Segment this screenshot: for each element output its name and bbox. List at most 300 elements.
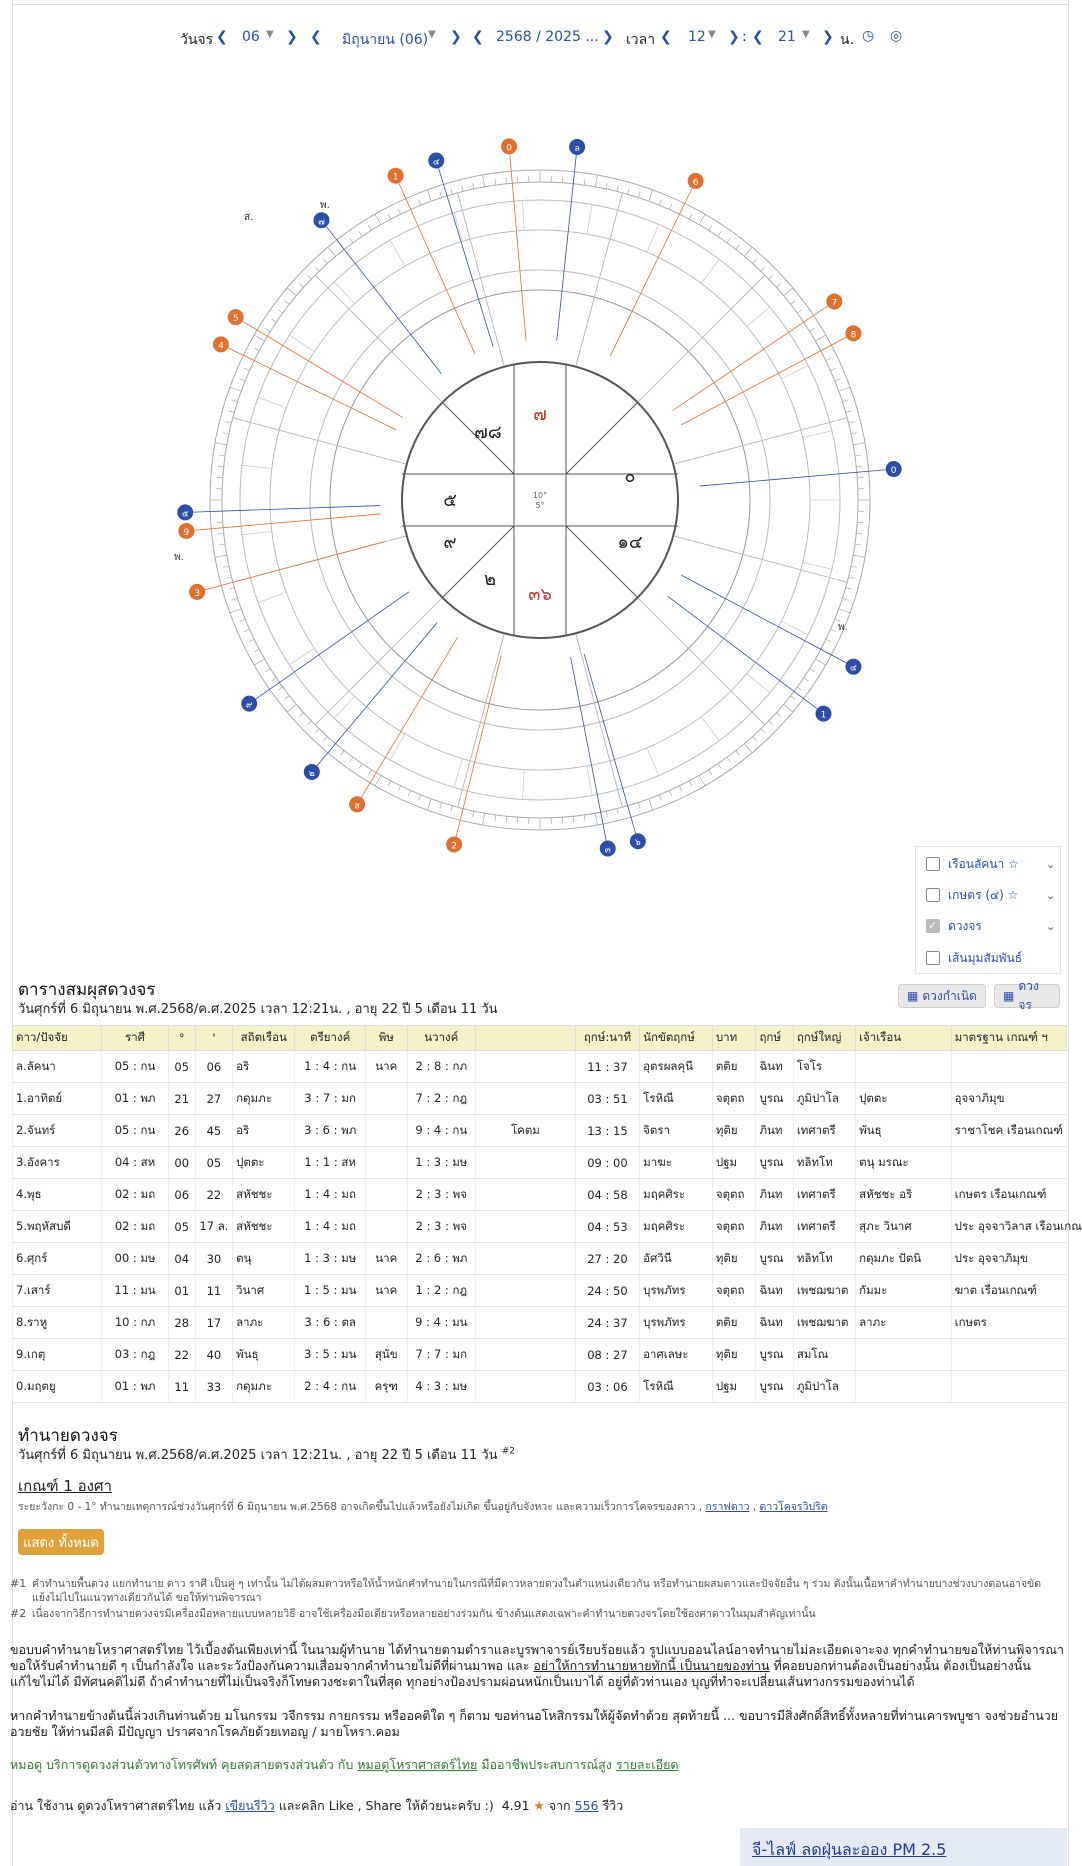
minute-dropdown-icon[interactable]: ▼ bbox=[802, 29, 810, 40]
degree-tick bbox=[254, 348, 259, 351]
degree-tick bbox=[375, 775, 381, 785]
time-colon: : bbox=[742, 29, 747, 45]
astrologer-link[interactable]: หมอดูโหราศาสตร์ไทย bbox=[357, 1757, 478, 1772]
degree-tick bbox=[473, 183, 474, 189]
column-header: มาตรฐาน เกณฑ์ ฯ bbox=[951, 1026, 1066, 1051]
table-row bbox=[13, 1115, 1067, 1147]
degree-tick bbox=[265, 669, 270, 672]
planet-marker-label: ๖ bbox=[634, 838, 641, 849]
table-cell: 01 bbox=[168, 1275, 195, 1307]
degree-tick bbox=[419, 200, 421, 206]
degree-tick bbox=[856, 466, 862, 467]
table-cell: บูรณ bbox=[756, 1339, 793, 1371]
hour-dropdown-icon[interactable]: ▼ bbox=[708, 29, 716, 40]
degree-tick bbox=[223, 433, 229, 434]
table-cell: 11 : มน bbox=[102, 1275, 168, 1307]
table-header-row bbox=[13, 1026, 1067, 1051]
note-text: เนื่องจากวิธีการทำนายดวงจรมีเครื่องมือหลายแบบหลายวิธี อาจใช้เครื่องมือเดียวหรือหลายอย่างร่วมกัน ข้างต้นแสดงเฉพาะคำทำนายดวงจรโดยใช้องศาดาวในมุมสำคัญเท่านั้น bbox=[32, 1608, 816, 1620]
table-cell: 1 : 3 : มษ bbox=[407, 1147, 476, 1179]
degree-tick bbox=[851, 566, 857, 567]
side-label: พ. bbox=[838, 622, 848, 633]
chevron-down-icon[interactable]: ⌄ bbox=[1046, 919, 1056, 933]
details-link[interactable]: รายละเอียด bbox=[615, 1757, 679, 1772]
option-aspect-lines[interactable] bbox=[926, 947, 1022, 969]
degree-tick bbox=[285, 696, 290, 700]
degree-tick bbox=[797, 310, 802, 314]
chevron-down-icon[interactable]: ⌄ bbox=[1046, 888, 1056, 902]
table-cell: 03 : 06 bbox=[575, 1371, 639, 1403]
degree-tick bbox=[368, 770, 371, 775]
table-cell: ประ อุจจาภิมุข bbox=[951, 1243, 1066, 1275]
review-text: อ่าน ใช้งาน ดูดวงโหราศาสตร์ไทย แล้ว bbox=[10, 1798, 222, 1813]
degree-tick bbox=[606, 183, 607, 189]
table-row bbox=[13, 1211, 1067, 1243]
month-dropdown-icon[interactable]: ▼ bbox=[428, 29, 436, 40]
month-prev-button[interactable]: ❮ bbox=[310, 29, 322, 45]
planet-marker-label: ล bbox=[574, 143, 580, 154]
table-cell: ทลิทโท bbox=[793, 1147, 855, 1179]
table-cell: 06 bbox=[195, 1051, 232, 1083]
degree-tick bbox=[359, 764, 362, 769]
table-cell: 03 : กฎ bbox=[102, 1339, 168, 1371]
option-checkbox[interactable] bbox=[926, 857, 940, 871]
nakshatra-divider bbox=[587, 766, 592, 796]
table-cell: ฉินท bbox=[756, 1307, 793, 1339]
table-cell: 05 : กน bbox=[102, 1115, 168, 1147]
nakshatra-divider bbox=[523, 770, 525, 800]
degree-tick bbox=[473, 811, 474, 817]
degree-tick bbox=[427, 190, 431, 201]
degree-tick bbox=[218, 466, 224, 467]
table-cell: ทุติย bbox=[712, 1243, 756, 1275]
degree-tick bbox=[398, 786, 401, 791]
table-row bbox=[13, 1243, 1067, 1275]
table-cell bbox=[366, 1083, 408, 1115]
column-header: เจ้าเรือน bbox=[856, 1026, 952, 1051]
table-cell: 27 : 20 bbox=[575, 1243, 639, 1275]
degree-tick bbox=[299, 713, 303, 717]
degree-tick bbox=[791, 696, 796, 700]
degree-tick bbox=[791, 301, 796, 305]
table-cell bbox=[476, 1371, 576, 1403]
planet-marker-label: ๔ bbox=[850, 663, 857, 674]
day-next-button[interactable]: ❯ bbox=[286, 29, 298, 45]
disclaimer-link[interactable]: อย่าให้การทำนายหายทักนี้ เป็นนายของท่าน bbox=[533, 1658, 770, 1673]
side-label: พ. bbox=[174, 552, 184, 563]
table-cell: สมโณ bbox=[793, 1339, 855, 1371]
option-label: เรือนลัคนา ☆ bbox=[948, 856, 1019, 871]
degree-tick bbox=[375, 214, 381, 224]
table-cell: นาค bbox=[366, 1243, 408, 1275]
degree-tick bbox=[856, 533, 862, 534]
table-cell: สหัชชะ อริ bbox=[856, 1179, 952, 1211]
disclaimer-text: ที่คอยบอกท่านต้องเป็นอย่างนั้น ต้องเป็นอย่างนั้น แก้ไขไม่ได้ มีทัศนคติไม่ดี ถ้าคำทำนายที่ไม่เป็นจริงก็โทษดวงชะตาในที่สุด ทุกอย่างป้องปรามผ่อนหนักเป็นเบาได้ อยู่ที่ตัวท่านเอง บุญที่ทำจะเปลี่ยนเส้นทางกรรมของท่านได้ bbox=[10, 1658, 1031, 1689]
degree-tick bbox=[226, 422, 232, 423]
table-cell: จตุตถ bbox=[712, 1179, 756, 1211]
table-cell: 02 : มถ bbox=[102, 1179, 168, 1211]
day-prev-button[interactable]: ❮ bbox=[216, 29, 228, 45]
degree-tick bbox=[853, 443, 865, 445]
column-header: พิษ bbox=[366, 1026, 408, 1051]
planet-marker-label: ๙ bbox=[245, 700, 253, 711]
column-header: ดาว/ปัจจัย bbox=[13, 1026, 102, 1051]
table-icon: ▦ bbox=[907, 989, 919, 1003]
nakshatra-divider bbox=[747, 674, 770, 693]
year-next-button[interactable]: ❯ bbox=[602, 29, 614, 45]
option-checkbox[interactable] bbox=[926, 919, 940, 933]
table-cell: 8.ราหู bbox=[13, 1307, 102, 1339]
table-cell bbox=[476, 1147, 576, 1179]
table-cell: ฉินท bbox=[756, 1051, 793, 1083]
option-checkbox[interactable] bbox=[926, 888, 940, 902]
degree-tick bbox=[350, 238, 354, 243]
table-cell: สหัชชะ bbox=[233, 1211, 295, 1243]
table-cell: ตติย bbox=[712, 1051, 756, 1083]
year-select[interactable]: 2568 / 2025 ... bbox=[496, 29, 599, 45]
table-cell bbox=[951, 1339, 1066, 1371]
table-cell: ปฐม bbox=[712, 1147, 756, 1179]
hour-prev-button[interactable]: ❮ bbox=[660, 29, 672, 45]
nakshatra-divider bbox=[454, 759, 463, 788]
table-cell: บูรณ bbox=[756, 1243, 793, 1275]
astrology-wheel bbox=[130, 120, 897, 860]
note-tag: #1 bbox=[10, 1577, 27, 1590]
table-cell: 3 : 5 : มน bbox=[295, 1339, 366, 1371]
house-digit: ๕ bbox=[443, 490, 457, 511]
column-header: ฤกษ์:นาที bbox=[575, 1026, 639, 1051]
table-cell: วินาศ bbox=[233, 1275, 295, 1307]
table-row bbox=[13, 1179, 1067, 1211]
table-cell: ครุฑ bbox=[366, 1371, 408, 1403]
table-cell: ล.ลัคนา bbox=[13, 1051, 102, 1083]
day-label: วันจร bbox=[180, 32, 214, 48]
service-text: มืออาชีพประสบการณ์สูง bbox=[481, 1757, 612, 1772]
planet-position-table bbox=[12, 1025, 1082, 1403]
degree-tick bbox=[287, 704, 296, 712]
degree-tick bbox=[736, 751, 740, 756]
table-cell: 2.จันทร์ bbox=[13, 1115, 102, 1147]
table-row bbox=[13, 1339, 1067, 1371]
table-cell: เกษตร เรือนเกณฑ์ bbox=[951, 1179, 1066, 1211]
table-cell: 1 : 4 : มถ bbox=[295, 1211, 366, 1243]
table-cell: อริ bbox=[233, 1051, 295, 1083]
review-text: รีวิว bbox=[602, 1798, 624, 1813]
table-subtitle: วันศุกร์ที่ 6 มิถุนายน พ.ศ.2568/ค.ศ.2025 เวลา 12:21น. , อายุ 22 ปี 5 เดือน 11 วัน bbox=[18, 1002, 498, 1017]
planet-marker-label: 8 bbox=[850, 330, 857, 341]
table-cell: ปฐม bbox=[712, 1371, 756, 1403]
sign-divider bbox=[458, 633, 505, 807]
degree-tick bbox=[851, 433, 857, 434]
column-header: สถิตเรือน bbox=[233, 1026, 295, 1051]
table-cell: มฤคศิระ bbox=[640, 1179, 713, 1211]
table-cell: ภินท bbox=[756, 1211, 793, 1243]
planet-marker-label: ๒ bbox=[308, 768, 315, 779]
chart-options-panel bbox=[915, 846, 1061, 974]
table-cell: โรหิณี bbox=[640, 1371, 713, 1403]
table-cell: ฆาต เรือนเกณฑ์ bbox=[951, 1275, 1066, 1307]
degree-tick bbox=[709, 225, 712, 230]
table-cell: 09 : 00 bbox=[575, 1147, 639, 1179]
degree-tick bbox=[265, 328, 270, 331]
degree-tick bbox=[506, 178, 507, 184]
degree-tick bbox=[229, 411, 235, 413]
table-cell: 04 : 58 bbox=[575, 1179, 639, 1211]
table-cell bbox=[856, 1339, 952, 1371]
degree-tick bbox=[849, 577, 855, 578]
nakshatra-divider bbox=[781, 621, 808, 634]
option-label: เกษตร (๔) ☆ bbox=[948, 887, 1019, 902]
review-count-link[interactable]: 556 bbox=[574, 1798, 599, 1813]
table-cell: 05 bbox=[168, 1211, 195, 1243]
footnote-ref: #2 bbox=[501, 1446, 515, 1457]
option-kaset[interactable] bbox=[926, 884, 1056, 906]
sign-divider bbox=[638, 275, 765, 402]
table-cell: 04 : สห bbox=[102, 1147, 168, 1179]
table-cell: มฤคศิระ bbox=[640, 1211, 713, 1243]
table-cell: 1 : 2 : กฎ bbox=[407, 1275, 476, 1307]
nakshatra-divider bbox=[803, 431, 832, 438]
table-cell: 26 bbox=[168, 1115, 195, 1147]
table-cell bbox=[476, 1275, 576, 1307]
write-review-link[interactable]: เขียนรีวิว bbox=[225, 1798, 275, 1813]
table-cell: 27 bbox=[195, 1083, 232, 1115]
sign-divider bbox=[233, 418, 407, 465]
degree-tick bbox=[849, 422, 855, 423]
degree-tick bbox=[483, 175, 485, 187]
table-cell: ตนุ bbox=[233, 1243, 295, 1275]
planet-pointer-line bbox=[256, 592, 409, 699]
column-header: บาท bbox=[712, 1026, 756, 1051]
nakshatra-divider bbox=[747, 307, 770, 326]
transit-chart-button[interactable] bbox=[994, 979, 1060, 1012]
degree-tick bbox=[223, 566, 229, 567]
degree-tick bbox=[831, 629, 836, 631]
planet-pointer-line bbox=[317, 623, 437, 766]
table-cell: 4.พุธ bbox=[13, 1179, 102, 1211]
degree-tick bbox=[718, 764, 721, 769]
table-cell: มาฆะ bbox=[640, 1147, 713, 1179]
table-cell bbox=[366, 1115, 408, 1147]
retrograde-link[interactable]: ดาวโคจรวิปริต bbox=[759, 1501, 828, 1513]
table-cell: 08 : 27 bbox=[575, 1339, 639, 1371]
degree-tick bbox=[388, 214, 391, 219]
nakshatra-divider bbox=[390, 240, 405, 266]
star-graph-link[interactable]: กราฟดาว bbox=[705, 1501, 750, 1513]
time-label: เวลา bbox=[626, 32, 656, 48]
planet-marker-label: 5 bbox=[232, 314, 239, 325]
table-cell: 04 bbox=[168, 1243, 195, 1275]
table-cell bbox=[476, 1051, 576, 1083]
planet-marker-label: 1 bbox=[820, 710, 827, 721]
day-dropdown-icon[interactable]: ▼ bbox=[266, 29, 274, 40]
table-cell: 22 bbox=[195, 1179, 232, 1211]
degree-tick bbox=[573, 816, 574, 822]
table-cell bbox=[476, 1243, 576, 1275]
degree-tick bbox=[689, 214, 692, 219]
degree-tick bbox=[307, 275, 311, 279]
degree-tick bbox=[797, 687, 802, 691]
degree-tick bbox=[323, 259, 327, 263]
table-cell: สหัชชะ bbox=[233, 1179, 295, 1211]
degree-tick bbox=[341, 751, 345, 756]
degree-tick bbox=[606, 811, 607, 817]
target-icon[interactable]: ◎ bbox=[890, 28, 903, 44]
criteria-description: ระยะวังกะ 0 - 1° ทำนายเหตุการณ์ช่วงวันศุกร์ที่ 6 มิถุนายน พ.ศ.2568 อาจเกิดขึ้นไปแล้วหรือยังไม่เกิด ขึ้นอยู่กับจังหวะ และความเร็วการโคจรของดาว , bbox=[18, 1501, 703, 1513]
table-cell: 1 : 5 : มน bbox=[295, 1275, 366, 1307]
degree-tick bbox=[240, 619, 246, 621]
table-cell: 24 : 37 bbox=[575, 1307, 639, 1339]
service-text: หมอดู บริการดูดวงส่วนตัวทางโทรศัพท์ คุยสดสายตรงส่วนตัว กับ bbox=[10, 1757, 354, 1772]
table-cell: จตุตถ bbox=[712, 1083, 756, 1115]
hour-next-button[interactable]: ❯ bbox=[728, 29, 740, 45]
chevron-down-icon[interactable]: ⌄ bbox=[1046, 857, 1056, 871]
table-cell: 4 : 3 : มษ bbox=[407, 1371, 476, 1403]
table-cell: เทศาตรี bbox=[793, 1211, 855, 1243]
column-header bbox=[476, 1026, 576, 1051]
minute-prev-button[interactable]: ❮ bbox=[752, 29, 764, 45]
degree-tick bbox=[649, 799, 653, 810]
table-cell: อาศเลษะ bbox=[640, 1339, 713, 1371]
month-next-button[interactable]: ❯ bbox=[450, 29, 462, 45]
table-cell bbox=[476, 1211, 576, 1243]
degree-tick bbox=[784, 704, 793, 712]
table-cell: ภูมิปาโล bbox=[793, 1083, 855, 1115]
table-cell bbox=[951, 1371, 1066, 1403]
table-cell: ภินท bbox=[756, 1179, 793, 1211]
minute-next-button[interactable]: ❯ bbox=[822, 29, 834, 45]
disclaimer-paragraph bbox=[10, 1642, 1065, 1690]
table-cell: 45 bbox=[195, 1115, 232, 1147]
table-cell: กัมมะ bbox=[856, 1275, 952, 1307]
sign-divider bbox=[638, 598, 765, 725]
option-transit[interactable] bbox=[926, 915, 1056, 937]
degree-tick bbox=[753, 736, 757, 740]
planet-marker-label: 6 bbox=[692, 177, 699, 188]
degree-tick bbox=[784, 288, 793, 296]
house-digit: ๗ bbox=[533, 404, 547, 425]
table-cell: 13 : 15 bbox=[575, 1115, 639, 1147]
nakshatra-divider bbox=[289, 648, 314, 664]
table-cell: โคตม bbox=[476, 1115, 576, 1147]
table-cell bbox=[856, 1051, 952, 1083]
degree-tick bbox=[810, 669, 815, 672]
nakshatra-divider bbox=[803, 562, 832, 569]
table-cell: บูรณ bbox=[756, 1371, 793, 1403]
degree-tick bbox=[669, 791, 671, 796]
nakshatra-divider bbox=[289, 335, 314, 351]
table-cell: กดุมภะ bbox=[233, 1371, 295, 1403]
nakshatra-divider bbox=[242, 531, 272, 534]
table-cell bbox=[366, 1179, 408, 1211]
option-checkbox[interactable] bbox=[926, 951, 940, 965]
birth-chart-button[interactable] bbox=[898, 984, 986, 1008]
degree-tick bbox=[462, 186, 463, 192]
house-digit: ๓๖ bbox=[528, 584, 552, 605]
banner-text[interactable]: จี-ไลฟ์ ลดฝุ่นละออง PM 2.5 bbox=[752, 1840, 947, 1859]
degree-tick bbox=[271, 319, 276, 322]
degree-tick bbox=[839, 387, 850, 391]
table-cell: 1 : 3 : มษ bbox=[295, 1243, 366, 1275]
planet-marker-label: ๓ bbox=[604, 845, 611, 856]
ad-banner[interactable] bbox=[740, 1828, 1067, 1866]
table-cell: 17 bbox=[195, 1307, 232, 1339]
top-divider bbox=[12, 4, 1067, 5]
degree-tick bbox=[744, 247, 752, 256]
degree-tick bbox=[483, 813, 485, 825]
hour-select[interactable]: 12 bbox=[688, 29, 706, 45]
side-label: พ. bbox=[320, 200, 330, 211]
degree-tick bbox=[254, 335, 264, 341]
degree-tick bbox=[826, 358, 831, 361]
prediction-subtitle bbox=[18, 1444, 515, 1465]
table-cell: อัศวินี bbox=[640, 1243, 713, 1275]
column-header: ' bbox=[195, 1026, 232, 1051]
degree-tick bbox=[419, 795, 421, 801]
degree-tick bbox=[215, 443, 227, 445]
table-cell: 05 bbox=[195, 1147, 232, 1179]
table-cell: 28 bbox=[168, 1307, 195, 1339]
table-cell: นาค bbox=[366, 1051, 408, 1083]
degree-tick bbox=[249, 639, 254, 642]
table-cell: 17 ล. bbox=[195, 1211, 232, 1243]
option-label: เส้นมุมสัมพันธ์ bbox=[948, 950, 1023, 965]
clock-icon[interactable]: ◷ bbox=[862, 28, 875, 44]
degree-tick bbox=[839, 609, 850, 613]
sign-divider bbox=[315, 598, 442, 725]
planet-marker-label: ๔ bbox=[432, 157, 440, 168]
table-cell: 30 bbox=[195, 1243, 232, 1275]
degree-tick bbox=[219, 455, 225, 456]
show-all-button[interactable]: แสดง ทั้งหมด bbox=[18, 1529, 104, 1555]
planet-pointer-line bbox=[326, 227, 441, 374]
table-cell: 11 bbox=[195, 1275, 232, 1307]
planet-marker-label: ๕ bbox=[181, 509, 189, 520]
minute-select[interactable]: 21 bbox=[778, 29, 796, 45]
degree-tick bbox=[506, 816, 507, 822]
table-cell: ตติย bbox=[712, 1307, 756, 1339]
degree-tick bbox=[323, 736, 327, 740]
planet-pointer-line bbox=[668, 596, 817, 709]
month-select[interactable]: มิถุนายน (06) bbox=[342, 32, 429, 48]
table-cell: อุจจาภิมุข bbox=[951, 1083, 1066, 1115]
table-cell bbox=[366, 1211, 408, 1243]
button-label: ดวงจร bbox=[1018, 979, 1039, 1012]
table-cell: เพชฌฆาต bbox=[793, 1275, 855, 1307]
planet-pointer-line bbox=[399, 183, 475, 354]
option-ascendant-houses[interactable] bbox=[926, 853, 1056, 875]
degree-tick bbox=[846, 588, 852, 590]
criteria-title[interactable]: เกณฑ์ 1 องศา bbox=[18, 1477, 112, 1495]
table-cell bbox=[366, 1147, 408, 1179]
day-select[interactable]: 06 bbox=[242, 29, 260, 45]
degree-tick bbox=[440, 802, 442, 808]
planet-pointer-line bbox=[610, 188, 692, 356]
degree-tick bbox=[727, 757, 731, 762]
note-tag: #2 bbox=[10, 1607, 27, 1620]
disclaimer-text: ขอบบคำทำนายโหราศาสตร์ไทย ไว้เบื้องต้นเพียงเท่านี้ ในนามผู้ทำนาย ได้ทำนายตามตำราและบูรพาจารย์เรียบร้อยแล้ว รูปแบบออนไลน์อาจทำนายไม่ละเอียดเจาะจง ทุกคำทำนายขอให้ท่านพิจารณา ขอให้รับคำทำนายดี ๆ เป็นกำลังใจ และระวังป้องกันความเสื่อมจากคำทำนายไม่ดีที่ผ่านมาพอ และ bbox=[10, 1642, 1064, 1673]
column-header: ฤกษ์ bbox=[756, 1026, 793, 1051]
table-cell: ทุติย bbox=[712, 1115, 756, 1147]
table-cell: เทศาตรี bbox=[793, 1179, 855, 1211]
table-cell: จตุตถ bbox=[712, 1211, 756, 1243]
degree-tick bbox=[853, 555, 865, 557]
year-prev-button[interactable]: ❮ bbox=[472, 29, 484, 45]
planet-pointer-line bbox=[228, 348, 396, 430]
table-cell: 2 : 8 : กภ bbox=[407, 1051, 476, 1083]
degree-tick bbox=[769, 721, 773, 725]
column-header: ° bbox=[168, 1026, 195, 1051]
degree-tick bbox=[232, 598, 238, 600]
